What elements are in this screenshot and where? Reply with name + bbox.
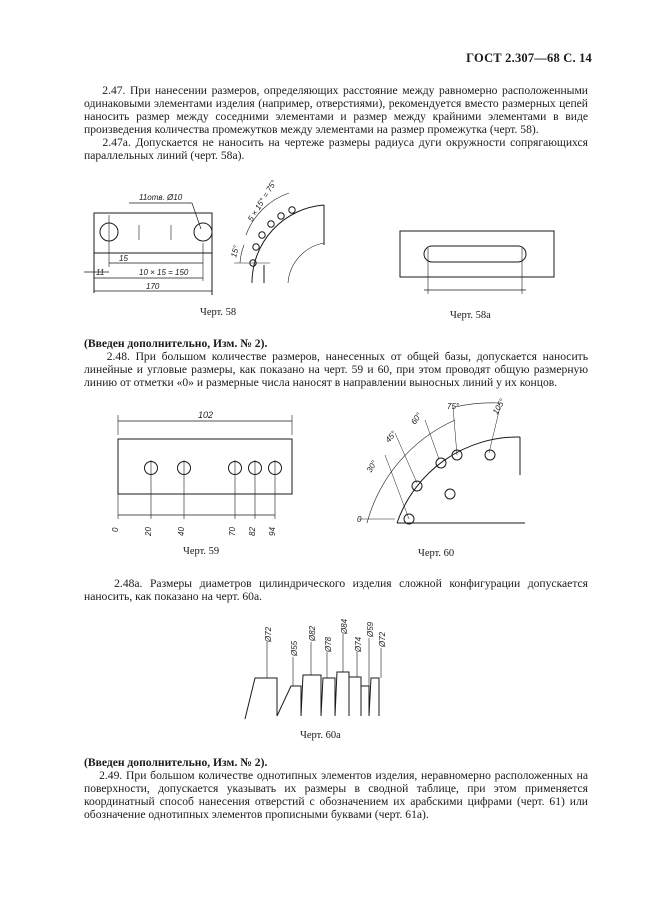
fig58a-plate	[400, 231, 554, 277]
fig60-angle-75: 75°	[447, 402, 460, 411]
fig60-angle-45: 45°	[383, 429, 399, 445]
fig58-dim-15: 15	[119, 254, 128, 263]
fig58-dim-chain: 10 × 15 = 150	[139, 268, 189, 277]
figure-58a	[400, 228, 570, 298]
fig58-angle-chain: 5 × 15° = 75°	[246, 178, 279, 224]
fig58a-slot	[424, 246, 526, 262]
fig60a-step-1	[245, 678, 277, 719]
page-header: ГОСТ 2.307—68 С. 14	[466, 51, 592, 65]
paragraph-2-49-text: 2.49. При большом количестве однотипных элементов изделия, неравномерно расположенных на поверхности, допускается указывать их размеры в сводной таблице, при этом применяется координатный способ нанесения отверстий с обозначением их арабскими цифрами (черт. 61) или обозначение однотипных элементов прописными буквами (черт. 61а).	[84, 769, 589, 822]
fig59-dim-102: 102	[198, 410, 214, 420]
caption-58: Черт. 58	[200, 307, 237, 318]
fig59-tick-20: 20	[144, 527, 153, 536]
caption-60: Черт. 60	[418, 548, 455, 559]
fig59-tick-82: 82	[248, 527, 257, 536]
fig59-tick-70: 70	[228, 527, 237, 536]
fig60a-diam-2: Ø55	[290, 640, 299, 656]
caption-58a: Черт. 58а	[450, 310, 491, 321]
paragraph-2-48a	[84, 577, 588, 603]
fig59-plate	[118, 439, 292, 494]
fig59-tick-40: 40	[177, 527, 186, 536]
fig58-dim-11: 11	[96, 268, 105, 277]
figure-60	[355, 395, 555, 545]
fig60a-diam-4: Ø78	[324, 636, 333, 652]
note-added-2: (Введен дополнительно, Изм. № 2).	[84, 756, 268, 769]
fig60-angle-0: 0	[357, 515, 362, 524]
fig58-arc-inner	[252, 205, 324, 283]
fig59-tick-94: 94	[268, 527, 277, 536]
paragraph-2-47a-text: 2.47а. Допускается не наносить на чертеже размеры радиуса дуги окружности сопрягающихся параллельных линий (черт. 58а).	[84, 136, 588, 163]
fig60-angle-60: 60°	[409, 411, 424, 427]
fig60a-diam-5: Ø84	[340, 618, 349, 634]
caption-59: Черт. 59	[183, 546, 220, 557]
paragraph-2-48a-text: 2.48а. Размеры диаметров цилиндрического изделия сложной конфигурации допускается наносить, как показано на черт. 60а.	[84, 577, 589, 604]
figure-59	[108, 405, 308, 535]
paragraph-2-49	[84, 756, 588, 821]
figure-60a	[245, 612, 405, 722]
fig58-holes-label: 11отв. Ø10	[139, 193, 183, 202]
fig60a-diam-1: Ø72	[264, 626, 273, 642]
fig58-angle-15: 15°	[229, 244, 242, 259]
paragraph-2-48-text: 2.48. При большом количестве размеров, нанесенных от общей базы, допускается наносить линейные и угловые размеры, как показано на черт. 59 и 60, при этом проводят общую размерную линию от отметки «0» и размерные числа наносят в направлении выносных линий у их концов.	[84, 350, 589, 390]
paragraph-2-47	[84, 84, 588, 163]
fig59-tick-0: 0	[111, 527, 120, 532]
paragraph-2-48	[84, 337, 588, 389]
fig60a-diam-6: Ø74	[354, 636, 363, 652]
fig60-angle-30: 30°	[364, 459, 379, 474]
fig58-hole-2	[194, 223, 212, 241]
paragraph-2-47-text: 2.47. При нанесении размеров, определяющих расстояние между равномерно расположенными одинаковыми элементами изделия (например, отверстиями), рекомендуется вместо размерных цепей наносить размер между соседними элементами и размер между крайними элементами в виде произведения количества промежутков между элементами на размер промежутка (черт. 58).	[84, 84, 588, 137]
figure-58	[84, 178, 324, 325]
fig60a-diam-8: Ø72	[378, 631, 387, 647]
caption-60a: Черт. 60а	[300, 730, 341, 741]
fig58-dim-170: 170	[146, 282, 160, 291]
fig60a-diam-3: Ø82	[308, 625, 317, 641]
note-added-1: (Введен дополнительно, Изм. № 2).	[84, 337, 268, 350]
fig60a-diam-7: Ø59	[366, 621, 375, 637]
fig60-angle-105: 105°	[490, 397, 508, 416]
